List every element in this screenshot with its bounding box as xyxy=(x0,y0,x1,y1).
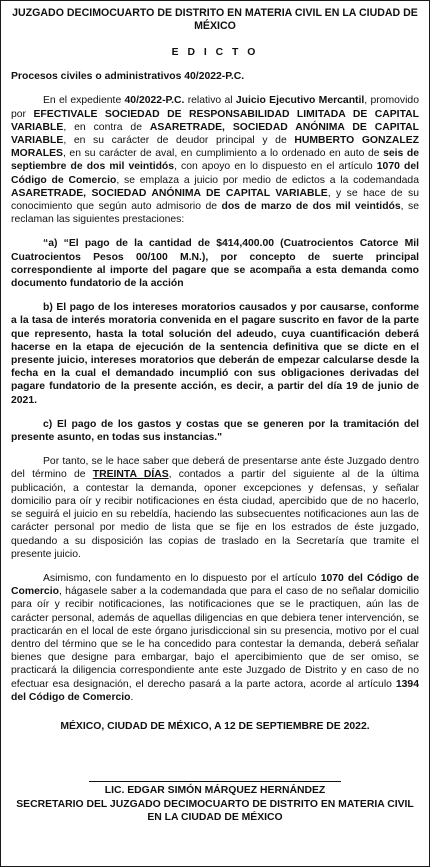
p3-text-2: , hágasele saber a la codemandada que para el caso de no señalar domicilio para oír y recibir notificaciones, las notificaciones que se le practiquen, aún las de carácter personal, además de aquellas diligencias en que debiera tener intervención, se practicarán en el local de este órgano jurisdiccional sin su presencia, motivo por el cual dentro del término que se le ha concedido para contestar la demanda, deberá señalar bienes que designe para embargar, bajo el apercibimiento que de ser omiso, se practicará la diligencia correspondiente ante este Juzgado de Distrito y en caso de no efectuar esa designación, el derecho pasará a la parte actora, acorde al artículo xyxy=(11,586,419,690)
signer-role: SECRETARIO DEL JUZGADO DECIMOCUARTO DE DISTRITO EN MATERIA CIVIL EN LA CIUDAD DE MÉXICO xyxy=(16,799,414,824)
p1-text-5: , en su carácter de deudor principal y de xyxy=(63,135,295,147)
process-number: Procesos civiles o administrativos 40/2022-P.C. xyxy=(11,71,245,83)
p3-text-3: . xyxy=(130,691,134,703)
p1-order-date: seis de septiembre de dos mil veintidós xyxy=(11,148,419,173)
date-line: MÉXICO, CIUDAD DE MÉXICO, A 12 DE SEPTIEMBRE DE 2022. xyxy=(60,720,370,732)
p1-text-6: , en su carácter de aval, en cumplimiento a lo ordenado en auto de xyxy=(62,148,384,160)
p1-text-2: relativo al xyxy=(184,95,236,107)
p2-text-2: , contados a partir del siguiente al de la última publicación, a contestar la demanda, oponer excepciones y defensas, y señalar domicilio para oír y recibir notificaciones en ésta ciudad, apercibido que de no hacerlo, se seguirá el juicio en su rebeldía, haciendo las subsecuentes notificaciones aun las de carácter personal por medio de lista que se fije en los estrados de éste juzgado, quedando a su disposición las copias de traslado en la Secretaría que tramite el presente juicio. xyxy=(11,469,420,560)
p1-text-1: En el expediente xyxy=(43,95,125,107)
p1-trial-type: Juicio Ejecutivo Mercantil xyxy=(235,95,365,107)
court-title: JUZGADO DECIMOCUARTO DE DISTRITO EN MATERIA CIVIL EN LA CIUDAD DE MÉXICO xyxy=(12,7,418,32)
p1-plaintiff: EFECTIVALE SOCIEDAD DE RESPONSABILIDAD LIMITADA DE CAPITAL VARIABLE xyxy=(11,108,419,133)
p2-text-1: Por tanto, se le hace saber que deberá de presentarse ante éste Juzgado dentro del término de xyxy=(11,456,419,481)
p1-defendant: ASARETRADE, SOCIEDAD ANÓNIMA DE CAPITAL VARIABLE xyxy=(11,121,419,147)
paragraph-expediente xyxy=(11,94,419,226)
document-type-heading: E D I C T O xyxy=(171,47,259,58)
p1-admission-date: dos de marzo de dos mil veintidós xyxy=(221,201,401,213)
claim-b: b) El pago de los intereses moratorios causados y por causarse, conforme a la tasa de interés moratoria convenida en el pagare suscrito en favor de la parte que represento, hasta la total solución del adeudo, cuya cuantificación deberá hacerse en la etapa de ejecución de la sentencia definitiva que se dicte en el presente juicio, intereses moratorios que deberán de empezar calcularse desde la fecha en la cual el demandado incumplió con sus obligaciones derivadas del pagare fundatorio de la presente acción, es decir, a partir del día 19 de junio de 2021. xyxy=(11,302,419,406)
p1-guarantor: HUMBERTO GONZALEZ MORALES xyxy=(11,135,419,160)
p1-text-3: , promovido por xyxy=(11,95,419,120)
paragraph-notifications xyxy=(11,572,419,704)
signer-name: LIC. EDGAR SIMÓN MÁRQUEZ HERNÁNDEZ xyxy=(104,785,326,797)
p1-article: 1070 del Código de Comercio xyxy=(11,161,419,186)
claim-a: “a) “El pago de la cantidad de $414,400.00 (Cuatrocientos Catorce Mil Cuatrocientos Pesos 00/100 M.N.), por concepto de suerte principal correspondiente al importe del pagare que se acompaña a esta demanda como documento fundatorio de la acción xyxy=(11,238,419,290)
p2-term: TREINTA DÍAS xyxy=(92,469,169,481)
p1-text-10: , se reclaman las siguientes prestaciones: xyxy=(11,201,419,226)
p1-text-4: , en contra de xyxy=(63,121,150,133)
signature-line xyxy=(89,781,341,782)
p3-article-1070: 1070 del Código de Comercio xyxy=(11,572,419,598)
paragraph-summons xyxy=(11,455,419,561)
p1-text-8: , se emplaza a juicio por medio de edictos a la codemandada xyxy=(116,174,419,186)
p3-text-1: Asimismo, con fundamento en lo dispuesto por el artículo xyxy=(43,572,321,584)
p3-article-1394: 1394 del Código de Comercio xyxy=(11,678,419,703)
p1-text-7: , con apoyo en lo dispuesto en el artículo xyxy=(174,161,377,173)
p1-case-number: 40/2022-P.C. xyxy=(124,95,185,107)
p1-codefendant: ASARETRADE, SOCIEDAD ANÓNIMA DE CAPITAL VARIABLE xyxy=(11,187,328,199)
claim-c: c) El pago de los gastos y costas que se generen por la tramitación del presente asunto, en todas sus instancias." xyxy=(11,418,419,444)
p1-text-9: , y se hace de su conocimiento que según auto admisorio de xyxy=(11,187,419,213)
